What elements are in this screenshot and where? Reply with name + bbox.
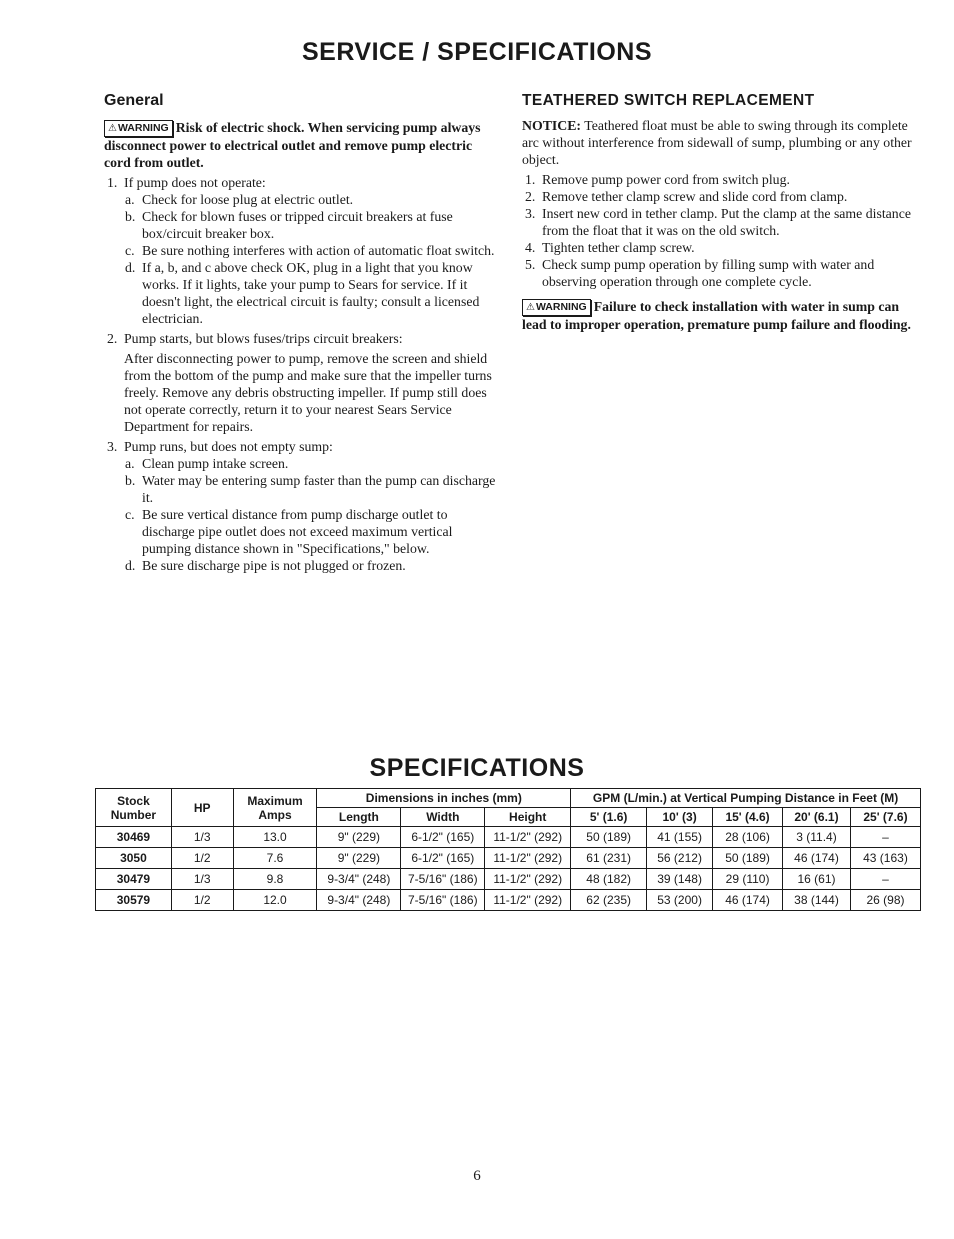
hp-header: HP [171,789,233,827]
list-subitem: c. Be sure nothing interferes with action of automatic float switch. [125,243,495,258]
width-header: Width [401,808,485,827]
table-cell: 48 (182) [571,869,647,890]
list-item: 1. If pump does not operate: [107,175,266,190]
list-subitem: b. Water may be entering sump faster than the pump can discharge it. [125,473,496,505]
list-subitem: a. Check for loose plug at electric outlet. [125,192,354,207]
general-warning [104,119,496,171]
table-cell: 26 (98) [850,890,920,911]
table-cell: 3 (11.4) [783,827,851,848]
list-item-paragraph: After disconnecting power to pump, remove the screen and shield from the bottom of the pump and make sure that the impeller turns freely. Remove any debris obstructing impeller. If pump still does not operate correctly, return it to your nearest Sears Service Department for repairs. [124,351,492,434]
table-cell: 11-1/2" (292) [485,869,571,890]
page-number: 6 [473,1168,481,1184]
table-cell: 9" (229) [317,827,401,848]
table-cell: 41 (155) [647,827,713,848]
table-cell: 11-1/2" (292) [485,848,571,869]
table-cell: 6-1/2" (165) [401,827,485,848]
table-cell: 43 (163) [850,848,920,869]
table-row [96,869,921,890]
list-subitem: c. Be sure vertical distance from pump discharge outlet to discharge pipe outlet does not exceed maximum vertical pumping distance shown in "Specifications," below. [125,507,453,556]
distance-15-header: 15' (4.6) [713,808,783,827]
table-cell: 62 (235) [571,890,647,911]
height-header: Height [485,808,571,827]
table-cell: 46 (174) [783,848,851,869]
table-cell: 46 (174) [713,890,783,911]
tethered-heading: TEATHERED SWITCH REPLACEMENT [522,92,815,109]
table-cell: 7-5/16" (186) [401,890,485,911]
table-cell: 50 (189) [571,827,647,848]
list-subitem: b. Check for blown fuses or tripped circuit breakers at fuse box/circuit breaker box. [125,209,453,241]
distance-20-header: 20' (6.1) [783,808,851,827]
step-item: 5. Check sump pump operation by filling sump with water and observing operation through one complete cycle. [525,257,875,289]
table-cell: 11-1/2" (292) [485,827,571,848]
table-cell: 11-1/2" (292) [485,890,571,911]
table-cell: 9-3/4" (248) [317,869,401,890]
specifications-table [95,788,921,911]
table-cell: 39 (148) [647,869,713,890]
table-cell: 30479 [96,869,172,890]
table-cell: 28 (106) [713,827,783,848]
page-title: SERVICE / SPECIFICATIONS [301,38,653,66]
gpm-header: GPM (L/min.) at Vertical Pumping Distance in Feet (M) [571,789,921,808]
list-subitem: a. Clean pump intake screen. [125,456,289,471]
tethered-switch-section [522,90,914,336]
length-header: Length [317,808,401,827]
table-cell: 1/3 [171,827,233,848]
table-cell: 6-1/2" (165) [401,848,485,869]
step-item: 2. Remove tether clamp screw and slide cord from clamp. [525,189,848,204]
stock-number-header: Stock Number [96,789,172,827]
warning-badge: ⚠WARNING [522,299,591,316]
table-cell: 12.0 [233,890,317,911]
step-item: 3. Insert new cord in tether clamp. Put the clamp at the same distance from the float that it was on the old switch. [525,206,911,238]
table-cell: 1/2 [171,890,233,911]
table-cell: 30579 [96,890,172,911]
general-section [104,90,496,574]
table-cell: 50 (189) [713,848,783,869]
table-cell: – [850,869,920,890]
table-cell: 38 (144) [783,890,851,911]
step-item: 1. Remove pump power cord from switch plug. [525,172,790,187]
notice-text: Teathered float must be able to swing through its complete arc without interference from sidewall of sump, plumbing or any other object. [522,118,912,167]
specifications-title: SPECIFICATIONS [369,754,585,782]
tethered-warning-text: Failure to check installation with water in sump can lead to improper operation, premature pump failure and flooding. [522,299,911,332]
list-subitem: d. Be sure discharge pipe is not plugged or frozen. [125,558,406,573]
table-row [96,827,921,848]
distance-10-header: 10' (3) [647,808,713,827]
table-cell: 61 (231) [571,848,647,869]
warning-triangle-icon: ⚠ [526,302,535,313]
maximum-amps-header: Maximum Amps [233,789,317,827]
table-cell: – [850,827,920,848]
table-row [96,848,921,869]
distance-25-header: 25' (7.6) [850,808,920,827]
notice-paragraph [522,117,914,168]
list-item: 3. Pump runs, but does not empty sump: [107,439,333,454]
table-row [96,890,921,911]
table-cell: 29 (110) [713,869,783,890]
table-cell: 7-5/16" (186) [401,869,485,890]
general-warning-text: Risk of electric shock. When servicing pump always disconnect power to electrical outlet and remove pump electric cord from outlet. [104,120,481,170]
table-cell: 9" (229) [317,848,401,869]
table-cell: 13.0 [233,827,317,848]
table-cell: 1/3 [171,869,233,890]
tethered-warning [522,298,914,333]
warning-triangle-icon: ⚠ [108,123,117,134]
table-header-row [96,789,921,808]
table-cell: 9.8 [233,869,317,890]
table-cell: 7.6 [233,848,317,869]
table-cell: 30469 [96,827,172,848]
distance-5-header: 5' (1.6) [571,808,647,827]
general-heading: General [104,92,164,109]
table-cell: 9-3/4" (248) [317,890,401,911]
table-cell: 16 (61) [783,869,851,890]
list-subitem: d. If a, b, and c above check OK, plug in a light that you know works. If it lights, take your pump to Sears for service. If it doesn't light, the electrical circuit is faulty; consult a licensed electrician. [125,260,480,326]
list-item: 2. Pump starts, but blows fuses/trips circuit breakers: [107,331,403,346]
warning-badge: ⚠WARNING [104,120,173,137]
table-cell: 56 (212) [647,848,713,869]
table-cell: 3050 [96,848,172,869]
table-cell: 1/2 [171,848,233,869]
notice-label: NOTICE: [522,118,582,133]
dimensions-header: Dimensions in inches (mm) [317,789,571,808]
step-item: 4. Tighten tether clamp screw. [525,240,695,255]
table-cell: 53 (200) [647,890,713,911]
